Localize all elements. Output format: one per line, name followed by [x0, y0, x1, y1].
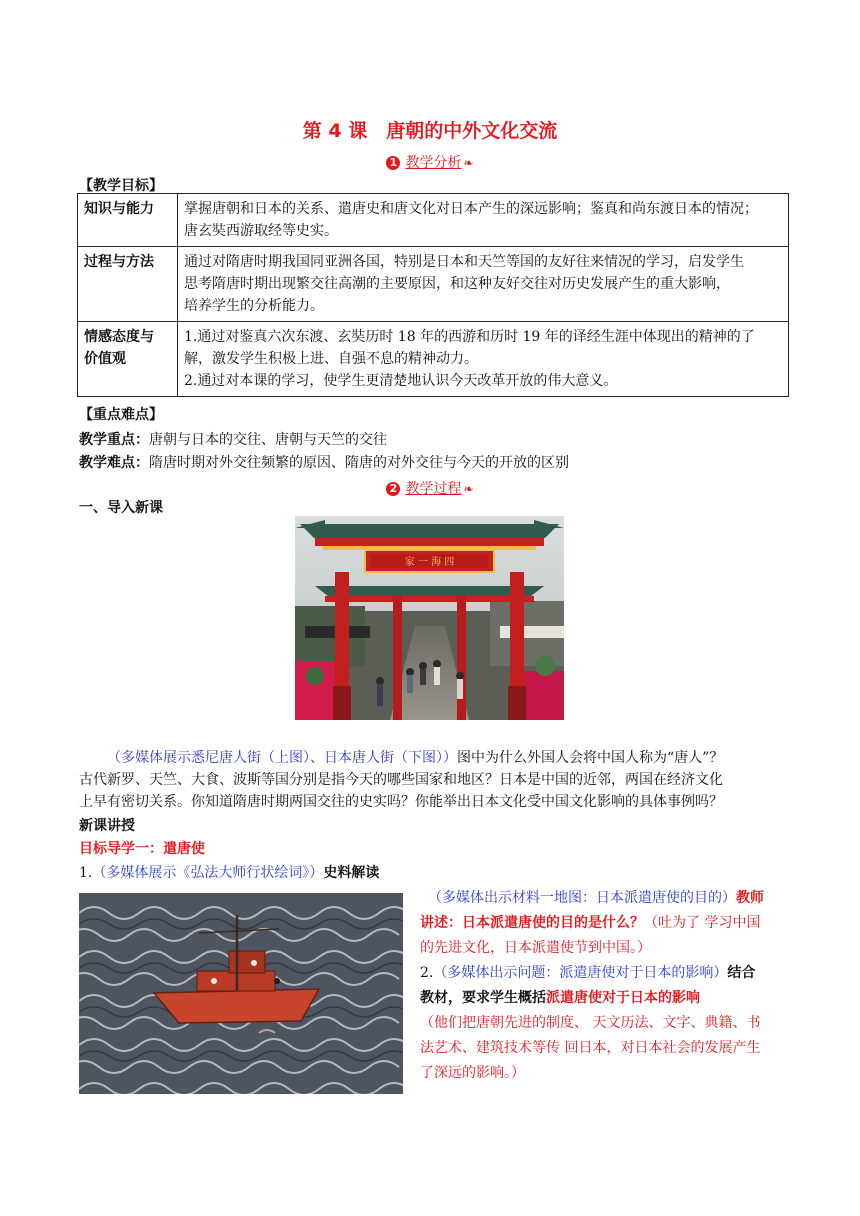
goal-value [178, 322, 789, 397]
goal-value [178, 247, 789, 322]
item2-media-note: （多媒体出示问题：派遣唐使对于日本的影响） [433, 965, 728, 981]
intro-line: 古代新罗、天竺、大食、波斯等国分别是指今天的哪些国家和地区？日本是中国的近邻，两国在经济文化 [79, 772, 723, 788]
keypoints-heading: 【重点难点】 [79, 407, 163, 423]
goal-line: 掌握唐朝和日本的关系、遣唐史和唐文化对日本产生的深远影响；鉴真和尚东渡日本的情况； [184, 201, 758, 217]
focus-text: 唐朝与日本的交往、唐朝与天竺的交往 [149, 432, 387, 448]
goal-key [78, 322, 178, 397]
item1-explanation [420, 886, 790, 961]
goal-line: 通过对隋唐时期我国同亚洲各国，特别是日本和天竺等国的友好往来情况的学习，启发学生 [184, 254, 744, 270]
item1-label: 史料解读 [323, 865, 380, 881]
p1-teacher-label: 教师 [736, 890, 764, 906]
goal-line: 2.通过对本课的学习，使学生更清楚地认识今天改革开放的伟大意义。 [184, 373, 618, 389]
intro-media-note: （多媒体展示悉尼唐人街（上图）、日本唐人街（下图）） [107, 750, 457, 766]
goal-line: 解，激发学生积极上进、自强不息的精神动力。 [184, 351, 478, 367]
goal-key-line: 情感态度与 [84, 329, 154, 345]
goal-line: 唐玄奘西游取经等史实。 [184, 223, 338, 239]
item2-answer-line: 法艺术、建筑技术等传 回日本，对日本社会的发展产生 [420, 1040, 761, 1056]
chinatown-gate-photo [295, 516, 564, 720]
difficulty-label: 教学难点： [79, 455, 149, 471]
section-process-heading [0, 478, 860, 498]
guide1-heading: 目标导学一：遣唐使 [79, 841, 205, 857]
section-number-badge: 2 [386, 482, 400, 496]
goal-line: 1.通过对鉴真六次东渡、玄奘历时 18 年的西游和历时 19 年的译经生涯中体现出的精神的了 [184, 329, 755, 345]
section-process-label: 教学过程 [405, 481, 462, 497]
difficulty-line [79, 452, 569, 474]
section-number-badge: 1 [386, 156, 400, 170]
p1-answer-line: 的先进文化，日本派遣使节到中国。） [420, 940, 651, 956]
leaf-icon: ❧ [463, 156, 474, 170]
intro-line: 上早有密切关系。你知道隋唐时期两国交往的史实吗？你能举出日本文化受中国文化影响的具体事例吗？ [79, 794, 723, 810]
item2-block [420, 961, 790, 1086]
goal-key: 过程与方法 [78, 247, 178, 322]
p1-media-note: （多媒体出示材料一地图：日本派遣唐使的目的） [428, 890, 736, 906]
section-analysis-label: 教学分析 [405, 155, 462, 171]
goals-table [77, 193, 789, 397]
table-row [78, 194, 789, 247]
item-number: 1. [79, 865, 93, 881]
leaf-icon: ❧ [463, 482, 474, 496]
p1-answer: （吐为了 学习中国 [644, 915, 761, 931]
goal-line: 思考隋唐时期出现繁交往高潮的主要原因，和这种友好交往对历史发展产生的重大影响， [184, 276, 730, 292]
table-row [78, 247, 789, 322]
item2-answer-line: 了深远的影响。） [420, 1065, 525, 1081]
goal-line: 培养学生的分析能力。 [184, 298, 324, 314]
intro-paragraph [79, 747, 791, 813]
goals-heading: 【教学目标】 [79, 178, 163, 194]
goal-key: 知识与能力 [78, 194, 178, 247]
p1-question: 讲述：日本派遣唐使的目的是什么？ [420, 915, 644, 931]
difficulty-text: 隋唐时期对外交往频繁的原因、隋唐的对外交往与今天的开放的区别 [149, 455, 569, 471]
lesson-heading: 新课讲授 [79, 818, 135, 834]
item2-instruction: 教材，要求学生概括 [420, 990, 546, 1006]
goal-key-line: 价值观 [84, 351, 126, 367]
goal-value [178, 194, 789, 247]
item2-topic: 派遣唐使对于日本的影响 [546, 990, 700, 1006]
item1-line [79, 862, 379, 884]
focus-line [79, 429, 387, 451]
item2-answer-line: （他们把唐朝先进的制度、 天文历法、文字、典籍、书 [420, 1015, 761, 1031]
lesson-title: 第 4 课 唐朝的中外文化交流 [302, 120, 558, 142]
intro-heading: 一、导入新课 [79, 500, 163, 516]
intro-question: 图中为什么外国人会将中国人称为“唐人”？ [457, 750, 724, 766]
item2-instruction: 结合 [727, 965, 756, 981]
ship-painting-image [79, 893, 403, 1094]
item-number: 2. [420, 965, 434, 981]
item1-media-note: （多媒体展示《弘法大师行状绘词》） [92, 865, 324, 881]
gate-sign-text: 家 一 海 四 [404, 557, 455, 568]
focus-label: 教学重点： [79, 432, 149, 448]
section-analysis-heading [0, 152, 860, 172]
table-row [78, 322, 789, 397]
